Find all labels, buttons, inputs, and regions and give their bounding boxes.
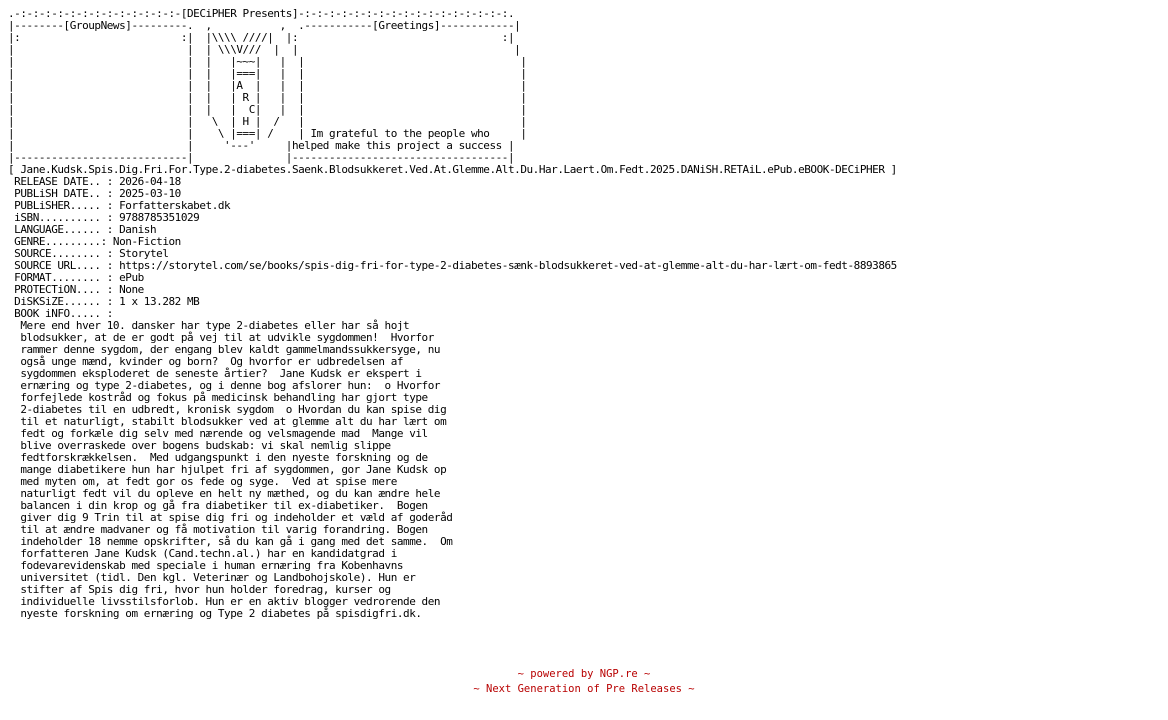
nfo-document <box>8 8 897 620</box>
box-line: |--------[GroupNews]---------. , , .-----------[Greetings]------------| <box>8 19 521 32</box>
book-info-line: indeholder 18 nemme opskrifter, så du kan gå i gang med det samme. Om <box>8 535 453 548</box>
box-line: |: :| |\\\\ ////| |: :| <box>8 31 515 44</box>
book-info-line: ernæring og type 2-diabetes, og i denne bog afslorer hun: o Hvorfor <box>8 379 441 392</box>
box-line: | | | |A | | | | <box>8 79 527 92</box>
book-info-line: balancen i din krop og gå fra diabetiker til ex-diabetiker. Bogen <box>8 499 428 512</box>
book-info-line: universitet (tidl. Den kgl. Veterinær og Landbohojskole). Hun er <box>8 571 416 584</box>
format: FORMAT........ : ePub <box>8 271 144 284</box>
book-info-line: giver dig 9 Trin til at spise dig fri og indeholder et væld af goderåd <box>8 511 453 524</box>
book-info-line: forfejlede kostråd og fokus på medicinsk behandling har gjort type <box>8 391 428 404</box>
book-info-line: fedt og forkæle dig selv med nærende og velsmagende mad Mange vil <box>8 427 428 440</box>
box-line: | | \ |===| / | Im grateful to the people who | <box>8 127 527 140</box>
book-info-line: stifter af Spis dig fri, hvor hun holder foredrag, kurser og <box>8 583 391 596</box>
book-info-line: fedtforskrækkelsen. Med udgangspunkt i den nyeste forskning og de <box>8 451 428 464</box>
book-info-line: Mere end hver 10. dansker har type 2-diabetes eller har så hojt <box>8 319 410 332</box>
book-info-line: blodsukker, at de er godt på vej til at udvikle sygdommen! Hvorfor <box>8 331 434 344</box>
book-info-line: forfatteren Jane Kudsk (Cand.techn.al.) har en kandidatgrad i <box>8 547 397 560</box>
box-line: |----------------------------| |-----------------------------------| <box>8 151 515 164</box>
isbn: iSBN.......... : 9788785351029 <box>8 211 200 224</box>
box-line: | | \ | H | / | | <box>8 115 527 128</box>
book-info-line: til et naturligt, stabilt blodsukker ved at glemme alt du har lært om <box>8 415 447 428</box>
publish-date: PUBLiSH DATE.. : 2025-03-10 <box>8 187 181 200</box>
box-line: | | | | C| | | | <box>8 103 527 116</box>
book-info-line: rammer denne sygdom, der engang blev kaldt gammelmandssukkersyge, nu <box>8 343 441 356</box>
book-info-line: med myten om, at fedt gor os fede og syge. Ved at spise mere <box>8 475 397 488</box>
source: SOURCE........ : Storytel <box>8 247 169 260</box>
tagline-text: ~ Next Generation of Pre Releases ~ <box>473 683 695 695</box>
language: LANGUAGE...... : Danish <box>8 223 157 236</box>
book-info-line: nyeste forskning om ernæring og Type 2 diabetes på spisdigfri.dk. <box>8 607 422 620</box>
powered-by-text: ~ powered by NGP.re ~ <box>517 668 651 680</box>
footer <box>0 667 1168 697</box>
protection: PROTECTiON.... : None <box>8 283 144 296</box>
box-line: | | | |~~~| | | | <box>8 55 527 68</box>
box-line: | | '---' |helped make this project a success | <box>8 139 515 152</box>
book-info-line: sygdommen eksploderet de seneste årtier? Jane Kudsk er ekspert i <box>8 367 422 380</box>
book-info-line: naturligt fedt vil du opleve en helt ny mæthed, og du kan ændre hele <box>8 487 441 500</box>
release-date: RELEASE DATE.. : 2026-04-18 <box>8 175 181 188</box>
book-info-line: individuelle livsstilsforlob. Hun er en aktiv blogger vedrorende den <box>8 595 441 608</box>
book-info-line: 2-diabetes til en udbredt, kronisk sygdom o Hvordan du kan spise dig <box>8 403 447 416</box>
book-info-line: også unge mænd, kvinder og born? Og hvorfor er udbredelsen af <box>8 355 404 368</box>
book-info-label: BOOK iNFO..... : <box>8 307 113 320</box>
box-line: | | | |===| | | | <box>8 67 527 80</box>
book-info-line: blive overraskede over bogens budskab: vi skal nemlig slippe <box>8 439 391 452</box>
publisher: PUBLiSHER..... : Forfatterskabet.dk <box>8 199 231 212</box>
source-url: SOURCE URL.... : https://storytel.com/se/books/spis-dig-fri-for-type-2-diabetes-sænk-blodsukkeret-ved-at-glemme-alt-du-har-lært-om-fedt-8893865 <box>8 259 897 272</box>
release-name: [ Jane.Kudsk.Spis.Dig.Fri.For.Type.2-diabetes.Saenk.Blodsukkeret.Ved.At.Glemme.Alt.Du.Har.Laert.Om.Fedt.2025.DANiSH.RETAiL.ePub.eBOOK-DECiPHER ] <box>8 163 897 176</box>
genre: GENRE.........: Non-Fiction <box>8 235 181 248</box>
banner-line: .-:-:-:-:-:-:-:-:-:-:-:-:-:-[DECiPHER Presents]-:-:-:-:-:-:-:-:-:-:-:-:-:-:-:-:-:. <box>8 7 515 20</box>
book-info-line: til at ændre madvaner og få motivation til varig forandring. Bogen <box>8 523 428 536</box>
book-info-line: mange diabetikere hun har hjulpet fri af sygdommen, gor Jane Kudsk op <box>8 463 447 476</box>
box-line: | | | | R | | | | <box>8 91 527 104</box>
disksize: DiSKSiZE...... : 1 x 13.282 MB <box>8 295 200 308</box>
book-info-line: fodevarevidenskab med speciale i human ernæring fra Kobenhavns <box>8 559 404 572</box>
box-line: | | | \\\V/// | | | <box>8 43 521 56</box>
